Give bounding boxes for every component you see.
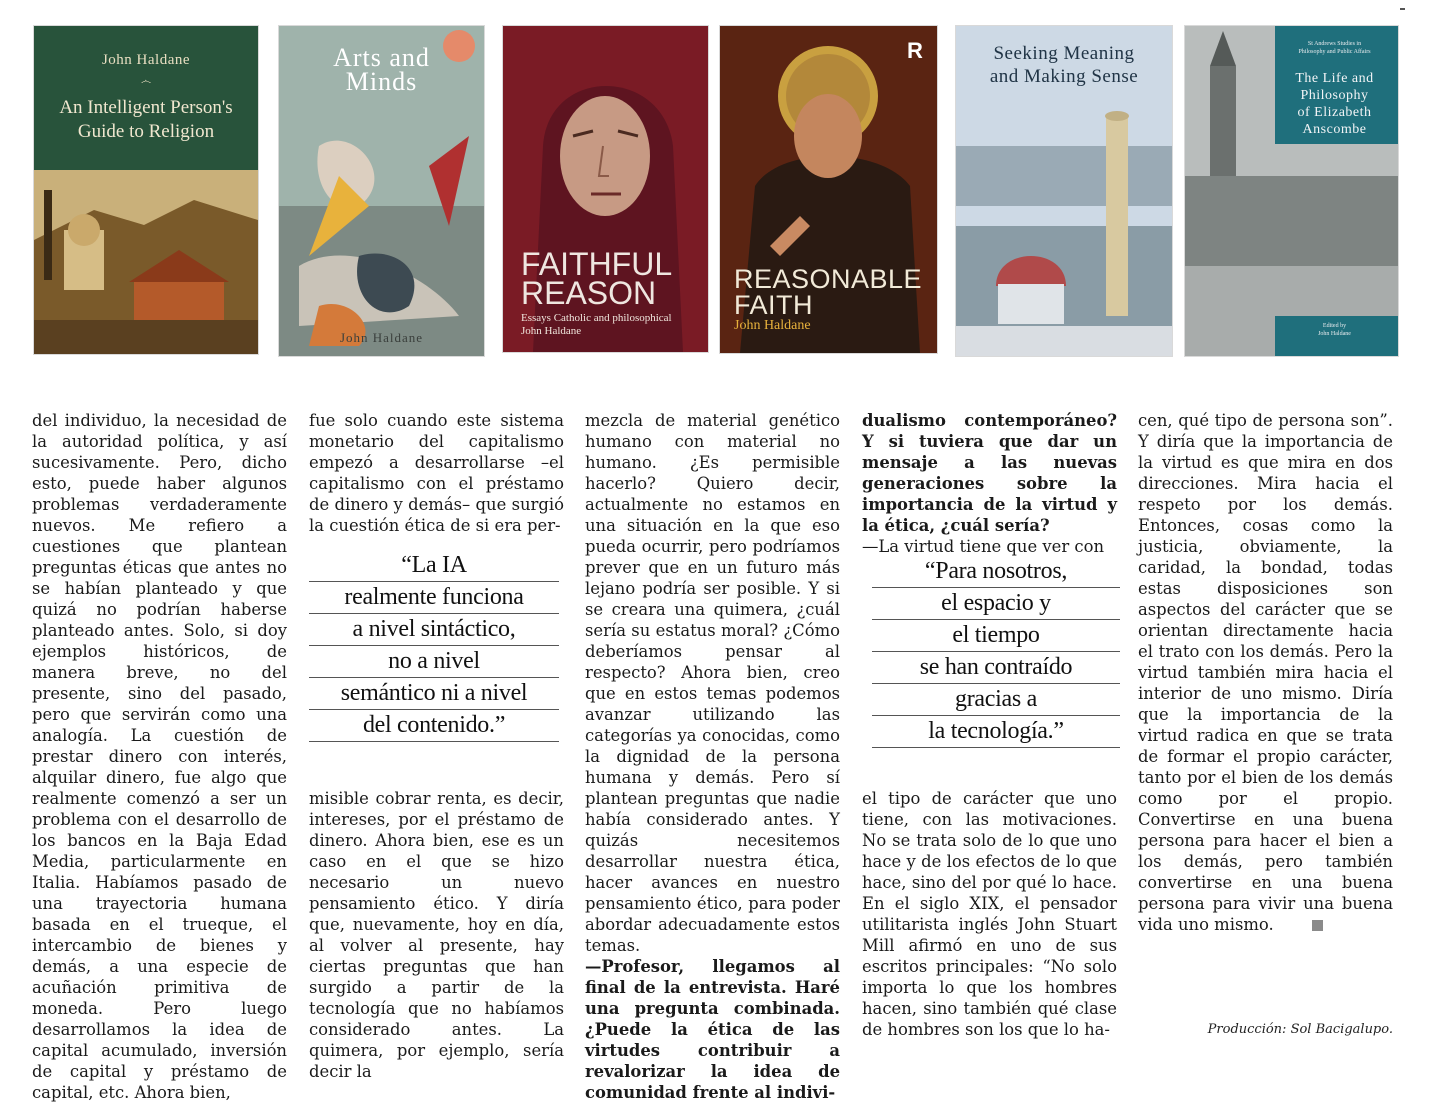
- pull-quote-ai: [309, 550, 559, 742]
- pull-quote-line: la tecnología.”: [872, 716, 1120, 748]
- production-credit: Producción: Sol Bacigalupo.: [1207, 1022, 1393, 1037]
- interview-question: dualismo contemporáneo? Y si tuviera que dar un mensaje a las nuevas generaciones sobre la importancia de la virtud y la ética, ¿cuál sería?: [862, 411, 1117, 535]
- pull-quote-line: el espacio y: [872, 588, 1120, 620]
- paragraph: el tipo de carácter que uno tiene, con las motivaciones. No se trata solo de lo que uno hace y de los efectos de lo que hace, sino del por qué lo hace. En el siglo XIX, el pensador utilitarista inglés John Stuart Mill afirmó en uno de sus escritos principales: “No solo importa lo que los hombres hacen, sino también qué clase de hombres son los que lo ha-: [862, 789, 1117, 1039]
- cover-subtitle: [521, 312, 672, 338]
- cover-painting: [34, 170, 258, 354]
- pull-quote-line: del contenido.”: [309, 710, 559, 742]
- pull-quote-line: se han contraído: [872, 652, 1120, 684]
- article-column-2-top: [309, 410, 564, 536]
- cover-title: [521, 246, 673, 311]
- cover-title: [956, 42, 1172, 88]
- cover-series: [1275, 40, 1394, 56]
- cover-series-line: Philosophy and Public Affairs: [1298, 49, 1371, 55]
- cover-series-line: St Andrews Studies in: [1307, 41, 1362, 47]
- interview-question: —Profesor, llegamos al final de la entrevista. Haré una pregunta combinada. ¿Puede la ética de las virtudes contribuir a revalorizar la idea de comunidad frente al indivi-: [585, 957, 840, 1102]
- cover-title: [1275, 70, 1394, 138]
- book-cover-intelligent-persons-guide: [34, 26, 258, 354]
- article-column-4-top: [862, 410, 1117, 557]
- cover-title-line: REASONABLE: [734, 264, 923, 294]
- article-column-2-bottom: [309, 788, 564, 1082]
- paragraph: mezcla de material genético humano con material no humano. ¿Es permisible hacerlo? Quiero decir, actualmente no estamos en una situación en la que eso pueda ocurrir, pero podríamos prever que en un futuro más lejano podría ser posible. Y si se creara una quimera, ¿cuál sería su estatus moral? ¿Cómo deberíamos pensar al respecto? Ahora bien, creo que en estos temas podemos avanzar utilizando las categorías ya conocidas, como la dignidad de la persona humana y demás. Pero sí plantean preguntas que nadie había considerado antes. Y quizás necesitemos desarrollar nuestra ética, hacer avances en nuestro pensamiento ético, para poder abordar adecuadamente estos temas.: [585, 411, 840, 955]
- interview-answer: —La virtud tiene que ver con: [862, 537, 1105, 556]
- pull-quote-line: “La IA: [309, 550, 559, 582]
- paragraph: misible cobrar renta, es decir, intereses, por el préstamo de dinero. Ahora bien, ese es un caso en el que se hizo necesario un nuevo pensamiento ético. Y diría que, nuevamente, hoy en día, al volver al presente, hay ciertas preguntas que han surgido a partir de la tecnología que no habíamos considerado antes. La quimera, por ejemplo, sería decir la: [309, 789, 564, 1081]
- article-column-5: [1138, 410, 1393, 935]
- book-cover-reasonable-faith: [720, 26, 937, 353]
- cover-author: John Haldane: [101, 52, 191, 68]
- paragraph: del individuo, la necesidad de la autoridad política, y así sucesivamente. Pero, dicho esto, puede haber algunos problemas verdaderamente nuevos. Me refiero a cuestiones que plantean preguntas éticas que antes no se habían planteado y que quizá no podrían haberse planteado antes. Solo, si doy ejemplos históricos, de manera breve, no del presente, sino del pasado, pero que servirán como una analogía. La cuestión de prestar dinero con interés, alquilar dinero, fue algo que realmente comenzó a ser un problema con el desarrollo de los bancos en la Baja Edad Media, particularmente en Italia. Habíamos pasado de una trayectoria humana basada en el trueque, el intercambio de bienes y demás, a una especie de acuñación primitiva de moneda. Pero luego desarrollamos la idea de capital acumulado, inversión de capital y préstamo de capital, etc. Ahora bien,: [32, 411, 287, 1102]
- pull-quote-line: a nivel sintáctico,: [309, 614, 559, 646]
- cover-title-line: and Making Sense: [989, 66, 1139, 87]
- pull-quote-line: “Para nosotros,: [872, 556, 1120, 588]
- cover-ornament: ෴: [140, 74, 152, 87]
- pull-quote-line: realmente funciona: [309, 582, 559, 614]
- cover-title-line: Arts and: [333, 43, 430, 72]
- cover-author: John Haldane: [734, 318, 811, 333]
- cover-editor-line: Edited by: [1322, 323, 1347, 329]
- cover-author: John Haldane: [339, 330, 424, 345]
- pull-quote-space-time: [872, 556, 1120, 748]
- article-column-4-bottom: [862, 788, 1117, 1040]
- cover-editor: [1275, 322, 1394, 338]
- pull-quote-line: gracias a: [872, 684, 1120, 716]
- book-cover-arts-and-minds: [279, 26, 484, 356]
- book-cover-seeking-meaning: [956, 26, 1172, 356]
- cover-title-line: of Elizabeth: [1297, 105, 1372, 120]
- page-corner-mark: [1400, 8, 1405, 10]
- paragraph: [1138, 410, 1393, 935]
- cover-title-line: Minds: [345, 67, 418, 96]
- article-column-1: [32, 410, 287, 1103]
- cover-title-line: Anscombe: [1302, 122, 1367, 137]
- pull-quote-line: no a nivel: [309, 646, 559, 678]
- cover-title: [734, 266, 922, 318]
- paragraph-text: cen, qué tipo de persona son”. Y diría que la importancia de la virtud es que mira en dos direcciones. Mira hacia el respeto por los demás. Entonces, cosas como la justicia, obviamente, la caridad, la bondad, todas estas disposiciones son aspectos del carácter que se orientan directamente hacia el trato con los demás. Pero la virtud también mira hacia el interior de uno mismo. Diría que la importancia de la virtud radica en que se trata de formar el propio carácter, tanto por el bien de los demás como por el propio. Convertirse en una buena persona para hacer el bien a los demás, pero también convertirse en una buena persona para vivir una buena vida uno mismo.: [1138, 411, 1393, 934]
- paragraph: fue solo cuando este sistema monetario del capitalismo empezó a desarrollarse –el capitalismo con el préstamo de dinero y demás– que surgió la cuestión ética de si era per-: [309, 411, 564, 535]
- cover-author: John Haldane: [521, 325, 582, 337]
- cover-title-line: FAITHFUL: [521, 246, 673, 282]
- cover-title-line: The Life and: [1295, 71, 1374, 86]
- cover-title-line: FAITH: [734, 290, 814, 320]
- cover-editor-line: John Haldane: [1318, 331, 1351, 337]
- end-mark-icon: [1312, 920, 1323, 931]
- book-cover-elizabeth-anscombe: [1185, 26, 1398, 356]
- pull-quote-line: el tiempo: [872, 620, 1120, 652]
- cover-title: [279, 43, 484, 96]
- article-column-3: [585, 410, 840, 1103]
- publisher-logo: R: [907, 38, 923, 63]
- cover-title-line: Philosophy: [1300, 88, 1369, 103]
- cover-title-line: Seeking Meaning: [993, 43, 1135, 64]
- cover-title: An Intelligent Person's Guide to Religion: [59, 97, 233, 142]
- cover-subtitle-text: Essays Catholic and philosophical: [521, 312, 672, 324]
- cover-title-line: REASON: [521, 275, 657, 311]
- pull-quote-line: semántico ni a nivel: [309, 678, 559, 710]
- book-cover-faithful-reason: [503, 26, 708, 352]
